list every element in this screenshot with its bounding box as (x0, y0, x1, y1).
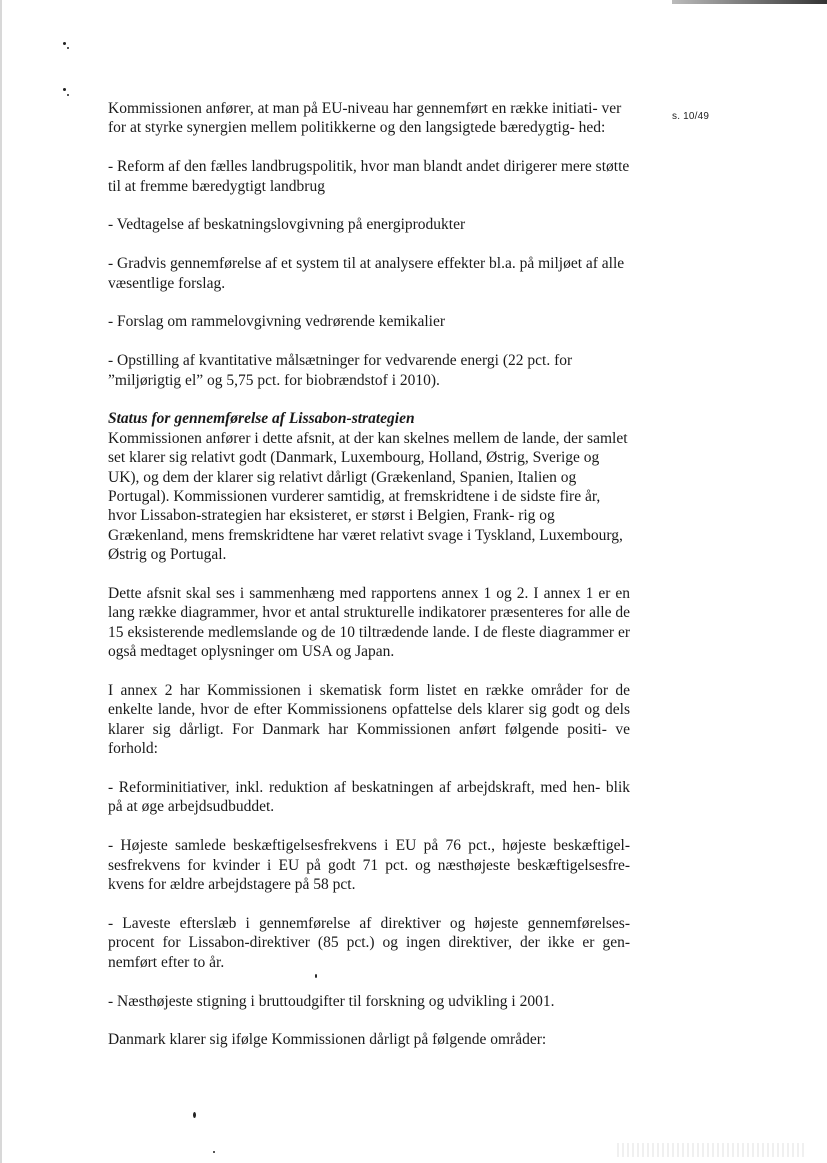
intro-paragraph: Kommissionen anfører, at man på EU-niveau har gennemført en række initiati- ver for at styrke synergien mellem politikkerne og den langsigtede bæredygtig- hed: (108, 100, 622, 137)
scan-speck (193, 1112, 196, 1118)
scan-top-rule (672, 0, 827, 4)
scan-speck (67, 47, 69, 49)
positive-factor-item: - Næsthøjeste stigning i bruttoudgifter til forskning og udvikling i 2001. (108, 992, 555, 1010)
positive-factor-item: - Reforminitiativer, inkl. reduktion af beskatningen af arbejdskraft, med hen- blik på at øge arbejdsudbuddet. (108, 779, 630, 816)
initiative-item: - Gradvis gennemførelse af et system til at analysere effekter bl.a. på miljøet af alle væsentlige forslag. (108, 255, 625, 292)
status-section (108, 409, 630, 564)
page-number: s. 10/49 (672, 111, 710, 122)
scan-speck (63, 42, 66, 45)
section-heading: Status for gennemførelse af Lissabon-strategien (108, 410, 415, 428)
closing-paragraph: Danmark klarer sig ifølge Kommissionen dårligt på følgende områder: (108, 1031, 547, 1049)
status-paragraph-3: I annex 2 har Kommissionen i skematisk form listet en række områder for de enkelte lande, hvor de efter Kommissionens opfattelse dels klarer sig godt og dels klarer sig dårligt. For Danmark har Kommissionen anført følgende positi- ve forhold: (108, 682, 630, 758)
scan-speck (213, 1151, 215, 1153)
initiative-item: - Reform af den fælles landbrugspolitik, hvor man blandt andet dirigerer mere støtte til at fremme bæredygtigt landbrug (108, 158, 630, 195)
status-paragraph-2: Dette afsnit skal ses i sammenhæng med rapportens annex 1 og 2. I annex 1 er en lang række diagrammer, hvor et antal strukturelle indikatorer præsenteres for alle de 15 eksisterende medlemslande og de 10 tiltrædende lande. I de fleste diagrammer er også medtaget oplysninger om USA og Japan. (108, 585, 630, 661)
initiative-item: - Vedtagelse af beskatningslovgivning på energiprodukter (108, 216, 466, 234)
scan-speck (63, 88, 66, 91)
initiative-item: - Forslag om rammelovgivning vedrørende kemikalier (108, 313, 446, 331)
positive-factor-item: - Laveste efterslæb i gennemførelse af direktiver og højeste gennemførelses- procent for Lissabon-direktiver (85 pct.) og ingen direktiver, der ikke er gen- nemført efter to år. (108, 914, 630, 971)
document-body (108, 99, 630, 1069)
positive-factor-item: - Højeste samlede beskæftigelsesfrekvens i EU på 76 pct., højeste beskæftigel- sesfrekvens for kvinder i EU på godt 71 pct. og næsthøjeste beskæftigelsesfre- kvens for ældre arbejdstagere på 58 pct. (108, 837, 630, 894)
initiative-item: - Opstilling af kvantitative målsætninger for vedvarende energi (22 pct. for ”miljørigtig el” og 5,75 pct. for biobrændstof i 2010). (108, 352, 573, 389)
scan-noise (617, 1143, 807, 1157)
status-paragraph-1: Kommissionen anfører i dette afsnit, at der kan skelnes mellem de lande, der samlet set klarer sig relativt godt (Danmark, Luxembourg, Holland, Østrig, Sverige og UK), og dem der klarer sig relativt dårligt (Grækenland, Spanien, Italien og Portugal). Kommissionen vurderer samtidig, at fremskridtene i de sidste fire år, hvor Lissabon-strategien har eksisteret, er størst i Belgien, Frank- rig og Grækenland, mens fremskridtene har været relativt svage i Tyskland, Luxembourg, Østrig og Portugal. (108, 429, 628, 564)
scan-speck (67, 94, 69, 96)
scan-left-edge (0, 0, 2, 1163)
